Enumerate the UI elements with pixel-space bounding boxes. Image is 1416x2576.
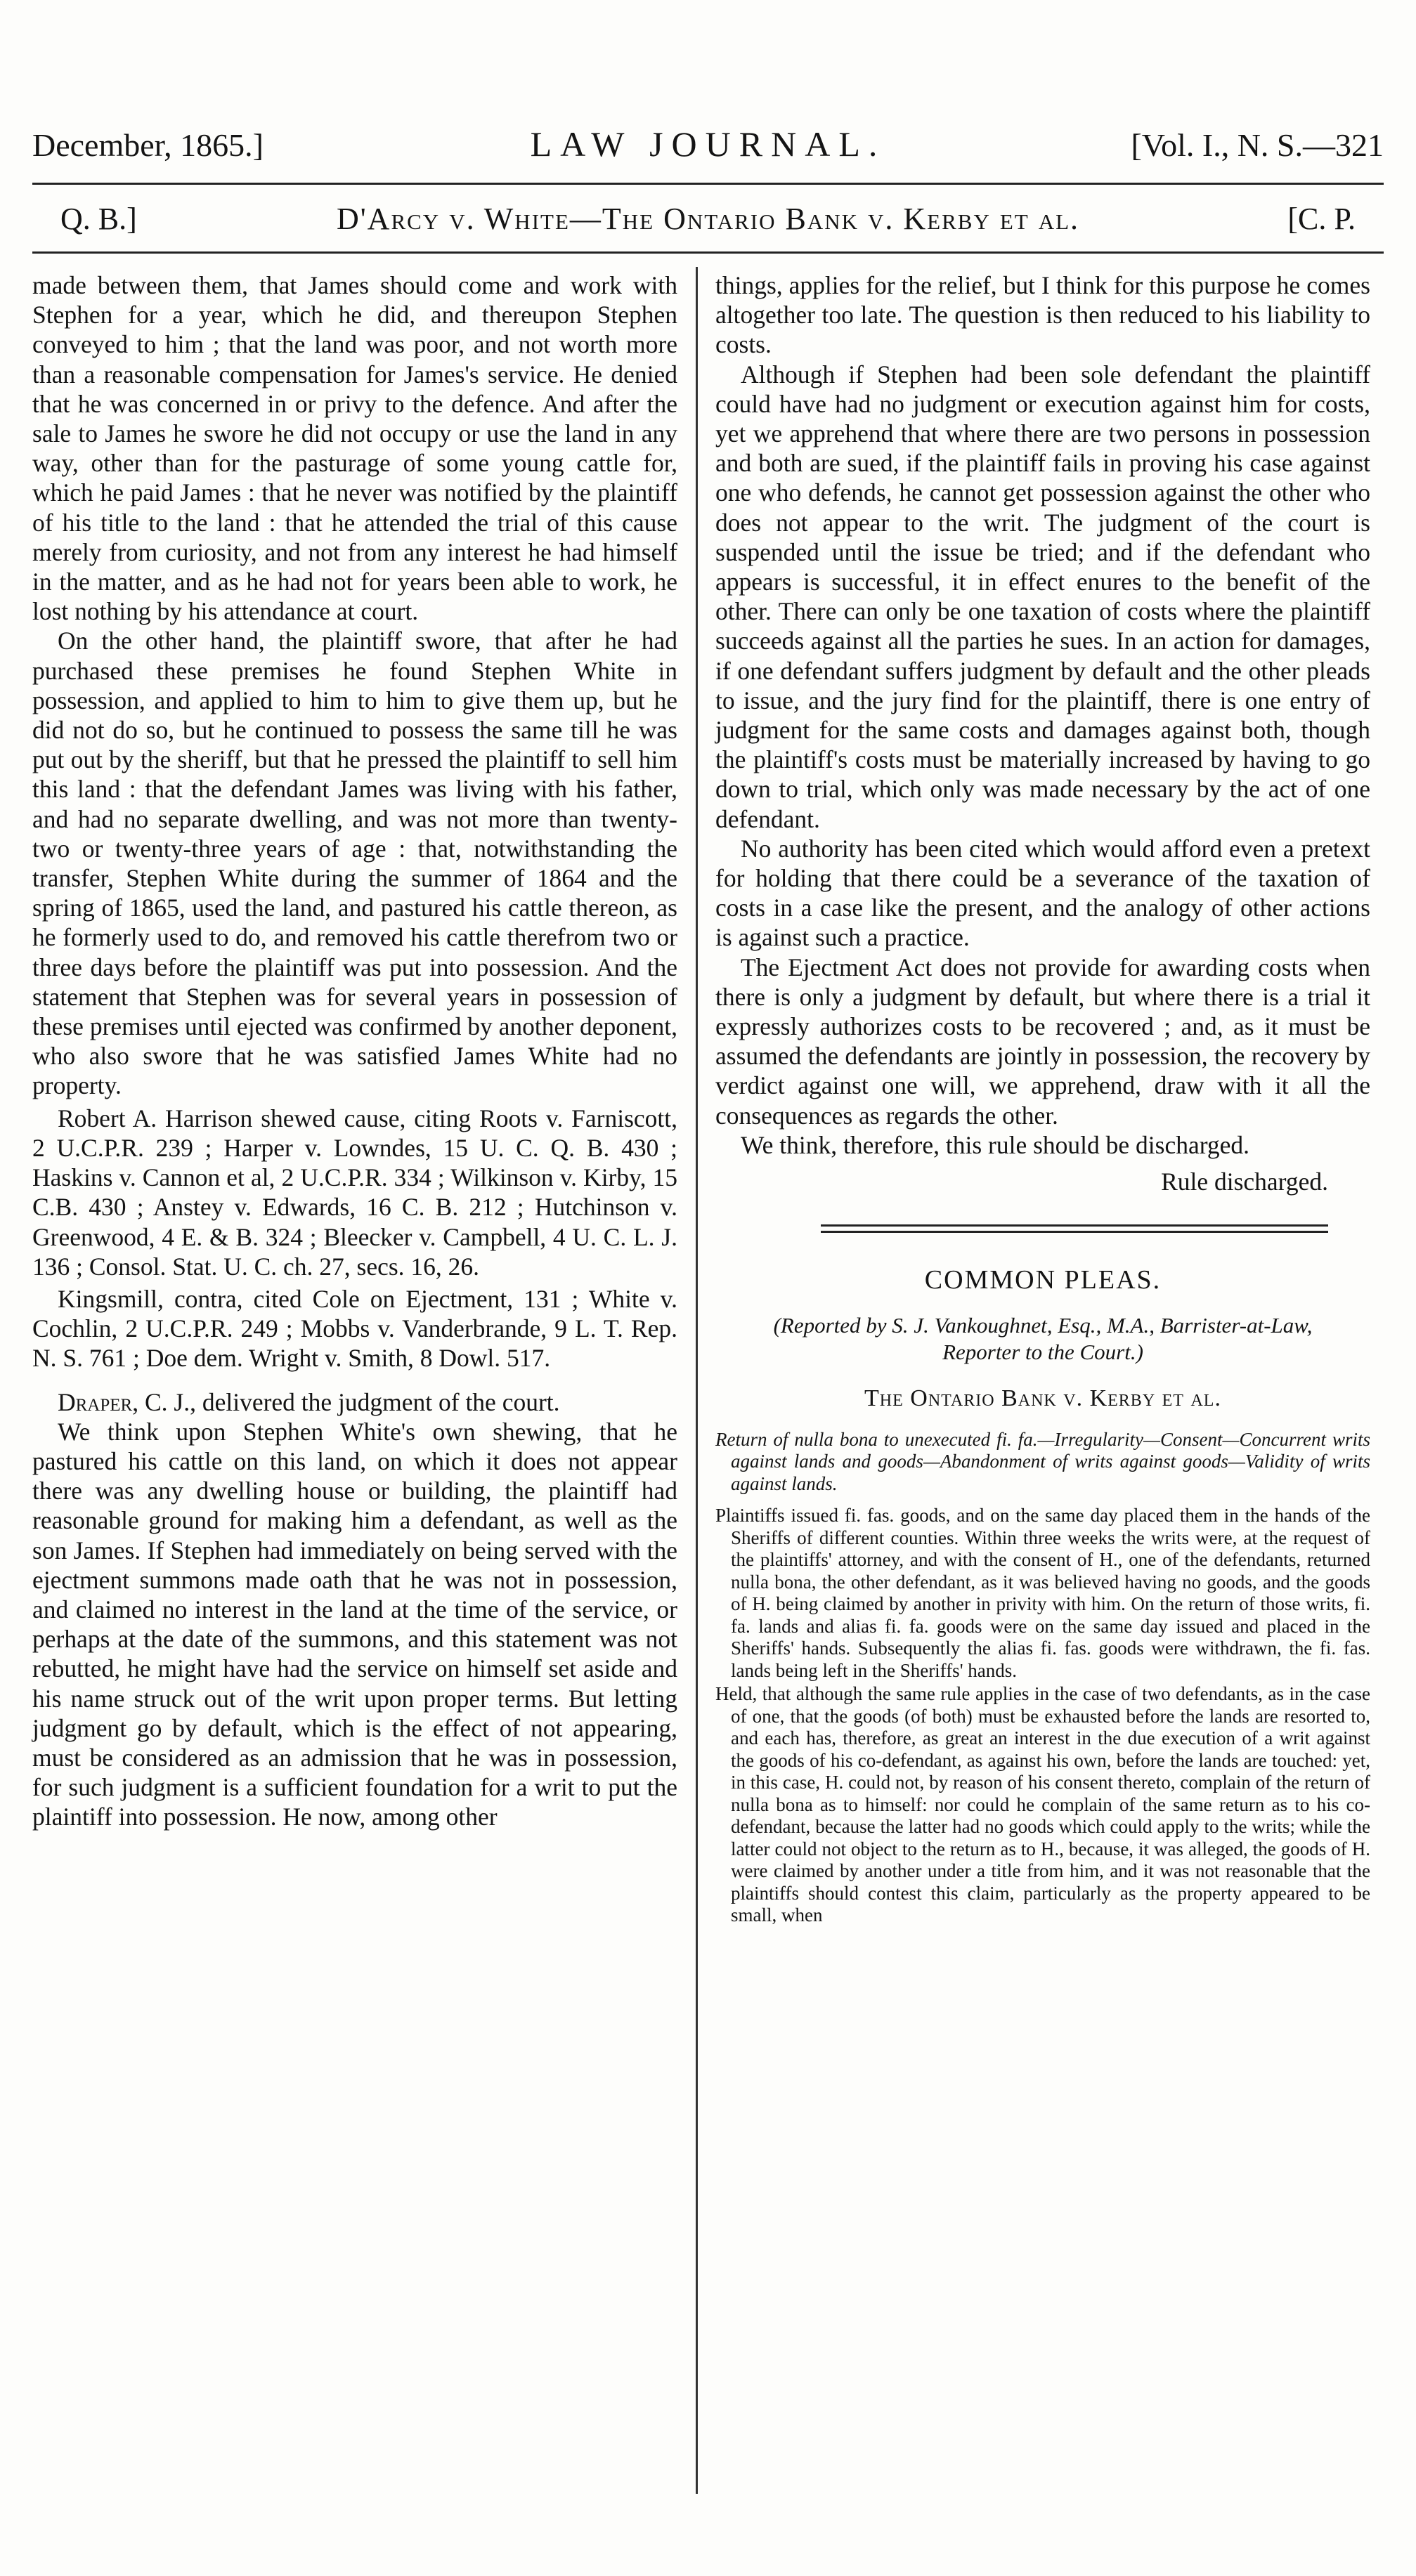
section-divider	[821, 1224, 1328, 1233]
paragraph: things, applies for the relief, but I think for this purpose he comes altogether too late. The question is then reduced to his liability to costs.	[715, 271, 1370, 359]
case-title: The Ontario Bank v. Kerby et al.	[864, 1385, 1221, 1411]
case-names: D'Arcy v. White—The Ontario Bank v. Kerby et al.	[336, 202, 1080, 236]
paragraph: made between them, that James should come and work with Stephen for a year, which he did, and thereupon Stephen conveyed to him ; that the land was poor, and not worth more than a reasonable compensation for James's service. He denied that he was concerned in or privy to the defence. And after the sale to James he swore he did not occupy or use the land in any way, other than for the pasturage of some young cattle for, which he paid James : that he never was notified by the plaintiff of his title to the land : that he attended the trial of this cause merely from curiosity, and not from any interest he had himself in the matter, and as he had not for years been able to work, he lost nothing by his attendance at court.	[32, 271, 677, 626]
paragraph: On the other hand, the plaintiff swore, that after he had purchased these premises he found Stephen White in possession, and applied to him to him to give them up, but he did not do so, but he continued to possess the same till he was put out by the sheriff, but that he pressed the plaintiff to sell him this land : that the defendant James was living with his father, and had no separate dwelling, and was not more than twenty-two or twenty-three years of age : that, notwithstanding the transfer, Stephen White during the summer of 1864 and the spring of 1865, used the land, and pastured his cattle thereon, as he formerly used to do, and removed his cattle therefrom two or three days before the plaintiff was put into possession. And the statement that Stephen was for several years in possession of these premises until ejected was confirmed by another deponent, who also swore that he was satisfied James White had no property.	[32, 627, 677, 1100]
paragraph: The Ejectment Act does not provide for awarding costs when there is only a judgment by default, but where there is a trial it expressly authorizes costs to be recovered ; and, as it must be assumed the defendants are jointly in possession, the recovery by verdict against one will, we apprehend, draw with it all the consequences as regards the other.	[715, 953, 1370, 1130]
paragraph: No authority has been cited which would afford even a pretext for holding that there could be a severance of the taxation of costs in a case like the present, and the analogy of other actions is against such a practice.	[715, 834, 1370, 952]
header-rule-bottom	[32, 251, 1384, 254]
citations-paragraph: Robert A. Harrison shewed cause, citing Roots v. Farniscott, 2 U.C.P.R. 239 ; Harper v. Lowndes, 15 U. C. Q. B. 430 ; Haskins v. Cannon et al, 2 U.C.P.R. 334 ; Wilkinson v. Kirby, 15 C.B. 430 ; Anstey v. Edwards, 16 C. B. 212 ; Hutchinson v. Greenwood, 4 E. & B. 324 ; Bleecker v. Campbell, 4 U. C. L. J. 136 ; Consol. Stat. U. C. ch. 27, secs. 16, 26.	[32, 1104, 677, 1281]
running-header	[32, 119, 1384, 169]
header-rule-top	[32, 183, 1384, 185]
paragraph: We think, therefore, this rule should be discharged.	[741, 1130, 1250, 1159]
facts: Plaintiffs issued fi. fas. goods, and on the same day placed them in the hands of the Sheriffs of different counties. Within three weeks the writs were, at the request of the plaintiffs' attorney, and with the consent of H., one of the defendants, returned nulla bona, the other defendant, as it was believed having no goods, and the goods of H. being claimed by another in privity with him. On the return of those writs, fi. fa. lands and alias fi. fa. goods were on the same day issued and placed in the Sheriffs' hands. Subsequently the alias fi. fas. goods were withdrawn, the fi. fas. lands being left in the Sheriffs' hands.	[715, 1505, 1370, 1681]
section-title: COMMON PLEAS.	[924, 1265, 1162, 1295]
right-column	[715, 270, 1370, 1927]
journal-title: LAW JOURNAL.	[530, 124, 886, 164]
court-right: [C. P.	[1287, 202, 1356, 236]
ruling: Rule discharged.	[1161, 1168, 1328, 1196]
left-column	[32, 270, 677, 1832]
court-left: Q. B.]	[60, 202, 137, 236]
volume-page: [Vol. I., N. S.—321	[1131, 127, 1384, 163]
paragraph: We think upon Stephen White's own shewing, that he pastured his cattle on this land, on which it does not appear there was any dwelling house or building, the plaintiff had reasonable ground for making him a defendant, as well as the son James. If Stephen had immediately on being served with the ejectment summons made oath that he was not in possession, and claimed no interest in the land at the time of the service, or perhaps at the date of the summons, and this statement was not rebutted, he might have had the service on himself set aside and his name struck out of the writ upon proper terms. But letting judgment go by default, which is the effect of not appearing, must be considered as an admission that he was in possession, for such judgment is a sufficient foundation for a writ to put the plaintiff into possession. He now, among other	[32, 1417, 677, 1831]
paragraph: Although if Stephen had been sole defendant the plaintiff could have had no judgment or execution against him for costs, yet we apprehend that where there are two persons in possession and both are sued, if the plaintiff fails in proving his case against one who defends, he cannot get possession against the other who does not appear to the writ. The judgment of the court is suspended until the issue be tried; and if the defendant who appears is successful, it in effect enures to the benefit of the other. There can only be one taxation of costs where the plaintiff succeeds against all the parties he sues. In an action for damages, if one defendant suffers judgment by default and the other pleads to issue, and the jury find for the plaintiff, there is one entry of judgment for the same costs and damages against both, though the plaintiff's costs must be materially increased by having to go down to trial, which only was made necessary by the act of one defendant.	[715, 360, 1370, 833]
reporter-note: (Reported by S. J. Vankoughnet, Esq., M.A., Barrister-at-Law, Reporter to the Court.)	[773, 1312, 1313, 1364]
headnote: Return of nulla bona to unexecuted fi. fa.—Irregularity—Consent—Concurrent writs against lands and goods—Abandonment of writs against goods—Validity of writs against lands.	[715, 1428, 1370, 1494]
holding: Held, that although the same rule applies in the case of two defendants, as in the case of one, that the goods (of both) must be exhausted before the lands are resorted to, and each has, therefore, as great an interest in the due execution of a writ against the goods of his co-defendant, as against his own, before the lands are touched: yet, in this case, H. could not, by reason of his consent thereto, complain of the return of nulla bona as to himself: nor could he complain of the same return as to his co-defendant, because the latter had no goods which could apply to the writs; while the latter could not object to the return as to H., because, it was alleged, the goods of H. were claimed by another under a title from him, and it was not reasonable that the plaintiffs should contest this claim, particularly as the property appeared to be small, when	[715, 1683, 1370, 1926]
case-header	[32, 197, 1384, 239]
citations-paragraph: Kingsmill, contra, cited Cole on Ejectment, 131 ; White v. Cochlin, 2 U.C.P.R. 249 ; Mobbs v. Vanderbrande, 9 L. T. Rep. N. S. 761 ; Doe dem. Wright v. Smith, 8 Dowl. 517.	[32, 1284, 677, 1373]
issue-date: December, 1865.]	[32, 127, 264, 163]
judge-name: Draper, C. J.	[58, 1387, 190, 1416]
case-summary	[715, 1429, 1370, 1927]
judgment-intro: Draper, C. J., delivered the judgment of the court.	[58, 1387, 560, 1416]
column-divider	[696, 267, 698, 2494]
